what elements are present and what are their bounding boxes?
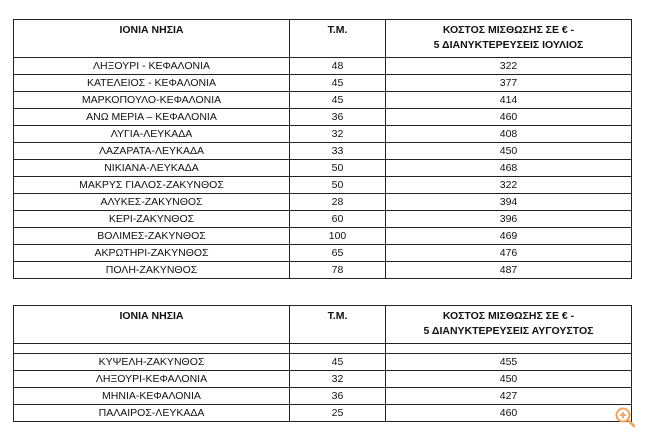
cell-sqm: 60 <box>290 211 386 228</box>
header-cost-line2: 5 ΔΙΑΝΥΚΤΕΡΕΥΣΕΙΣ ΙΟΥΛΙΟΣ <box>433 39 584 51</box>
cell-cost: 468 <box>386 160 632 177</box>
cell-sqm: 36 <box>290 109 386 126</box>
table-row <box>14 177 632 194</box>
cell-sqm: 45 <box>290 354 386 371</box>
table-row <box>14 194 632 211</box>
cell-sqm: 32 <box>290 371 386 388</box>
cell-cost: 450 <box>386 143 632 160</box>
cell-place: ΑΝΩ ΜΕΡΙΑ – ΚΕΦΑΛΟΝΙΑ <box>14 109 290 126</box>
rental-table-august <box>13 305 632 422</box>
table-row <box>14 160 632 177</box>
table-row <box>14 388 632 405</box>
cell-cost: 414 <box>386 92 632 109</box>
cell-cost: 460 <box>386 109 632 126</box>
cell-place: ΜΑΚΡΥΣ ΓΙΑΛΟΣ-ΖΑΚΥΝΘΟΣ <box>14 177 290 194</box>
cell-cost: 476 <box>386 245 632 262</box>
cell-sqm: 25 <box>290 405 386 422</box>
table-row <box>14 371 632 388</box>
cell-place: ΒΟΛΙΜΕΣ-ΖΑΚΥΝΘΟΣ <box>14 228 290 245</box>
table-row <box>14 245 632 262</box>
cell-place: ΑΚΡΩΤΗΡΙ-ΖΑΚΥΝΘΟΣ <box>14 245 290 262</box>
header-region: ΙΟΝΙΑ ΝΗΣΙΑ <box>14 306 290 344</box>
cell-place: ΜΗΝΙΑ-ΚΕΦΑΛΟΝΙΑ <box>14 388 290 405</box>
table-row <box>14 228 632 245</box>
cell-place: ΝΙΚΙΑΝΑ-ΛΕΥΚΑΔΑ <box>14 160 290 177</box>
cell-place: ΚΕΡΙ-ΖΑΚΥΝΘΟΣ <box>14 211 290 228</box>
table-row <box>14 126 632 143</box>
cell-cost: 460 <box>386 405 632 422</box>
table-header-row <box>14 306 632 344</box>
cell-sqm: 48 <box>290 58 386 75</box>
header-cost <box>386 20 632 58</box>
table-row <box>14 109 632 126</box>
rental-table-july <box>13 19 632 279</box>
header-cost-line1: ΚΟΣΤΟΣ ΜΙΣΘΩΣΗΣ ΣΕ € - <box>442 24 575 36</box>
cell-sqm: 50 <box>290 177 386 194</box>
table-row <box>14 58 632 75</box>
cell-cost: 322 <box>386 177 632 194</box>
header-cost <box>386 306 632 344</box>
table-row <box>14 75 632 92</box>
cell-place: ΠΑΛΑΙΡΟΣ-ΛΕΥΚΑΔΑ <box>14 405 290 422</box>
cell-cost: 394 <box>386 194 632 211</box>
table-row <box>14 92 632 109</box>
header-area: Τ.Μ. <box>290 20 386 58</box>
cell-cost: 455 <box>386 354 632 371</box>
cell-cost: 408 <box>386 126 632 143</box>
table-body <box>14 344 632 422</box>
table-row <box>14 262 632 279</box>
zoom-in-icon[interactable] <box>614 406 636 428</box>
cell-sqm: 36 <box>290 388 386 405</box>
cell-cost: 377 <box>386 75 632 92</box>
cell-sqm: 32 <box>290 126 386 143</box>
cell-place: ΛΗΞΟΥΡΙ-ΚΕΦΑΛΟΝΙΑ <box>14 371 290 388</box>
cell-cost: 469 <box>386 228 632 245</box>
cell-cost: 427 <box>386 388 632 405</box>
spacer-row <box>14 344 632 354</box>
header-area: Τ.Μ. <box>290 306 386 344</box>
table-row <box>14 354 632 371</box>
cell-sqm: 33 <box>290 143 386 160</box>
cell-place: ΚΥΨΕΛΗ-ΖΑΚΥΝΘΟΣ <box>14 354 290 371</box>
header-cost-line2: 5 ΔΙΑΝΥΚΤΕΡΕΥΣΕΙΣ ΑΥΓΟΥΣΤΟΣ <box>423 325 594 337</box>
table-row <box>14 405 632 422</box>
table-row <box>14 143 632 160</box>
cell-place: ΚΑΤΕΛΕΙΟΣ - ΚΕΦΑΛΟΝΙΑ <box>14 75 290 92</box>
table-header-row <box>14 20 632 58</box>
cell-place: ΠΟΛΗ-ΖΑΚΥΝΘΟΣ <box>14 262 290 279</box>
cell-sqm: 45 <box>290 92 386 109</box>
cell-sqm: 45 <box>290 75 386 92</box>
cell-sqm: 28 <box>290 194 386 211</box>
cell-cost: 322 <box>386 58 632 75</box>
cell-sqm: 78 <box>290 262 386 279</box>
header-cost-line1: ΚΟΣΤΟΣ ΜΙΣΘΩΣΗΣ ΣΕ € - <box>442 310 575 322</box>
table-row <box>14 211 632 228</box>
cell-sqm: 65 <box>290 245 386 262</box>
cell-sqm: 50 <box>290 160 386 177</box>
header-region: ΙΟΝΙΑ ΝΗΣΙΑ <box>14 20 290 58</box>
cell-place: ΛΗΞΟΥΡΙ - ΚΕΦΑΛΟΝΙΑ <box>14 58 290 75</box>
cell-place: ΛΑΖΑΡΑΤΑ-ΛΕΥΚΑΔΑ <box>14 143 290 160</box>
table-body <box>14 58 632 279</box>
cell-cost: 396 <box>386 211 632 228</box>
cell-cost: 450 <box>386 371 632 388</box>
cell-place: ΜΑΡΚΟΠΟΥΛΟ-ΚΕΦΑΛΟΝΙΑ <box>14 92 290 109</box>
cell-sqm: 100 <box>290 228 386 245</box>
cell-place: ΑΛΥΚΕΣ-ΖΑΚΥΝΘΟΣ <box>14 194 290 211</box>
cell-place: ΛΥΓΙΑ-ΛΕΥΚΑΔΑ <box>14 126 290 143</box>
cell-cost: 487 <box>386 262 632 279</box>
